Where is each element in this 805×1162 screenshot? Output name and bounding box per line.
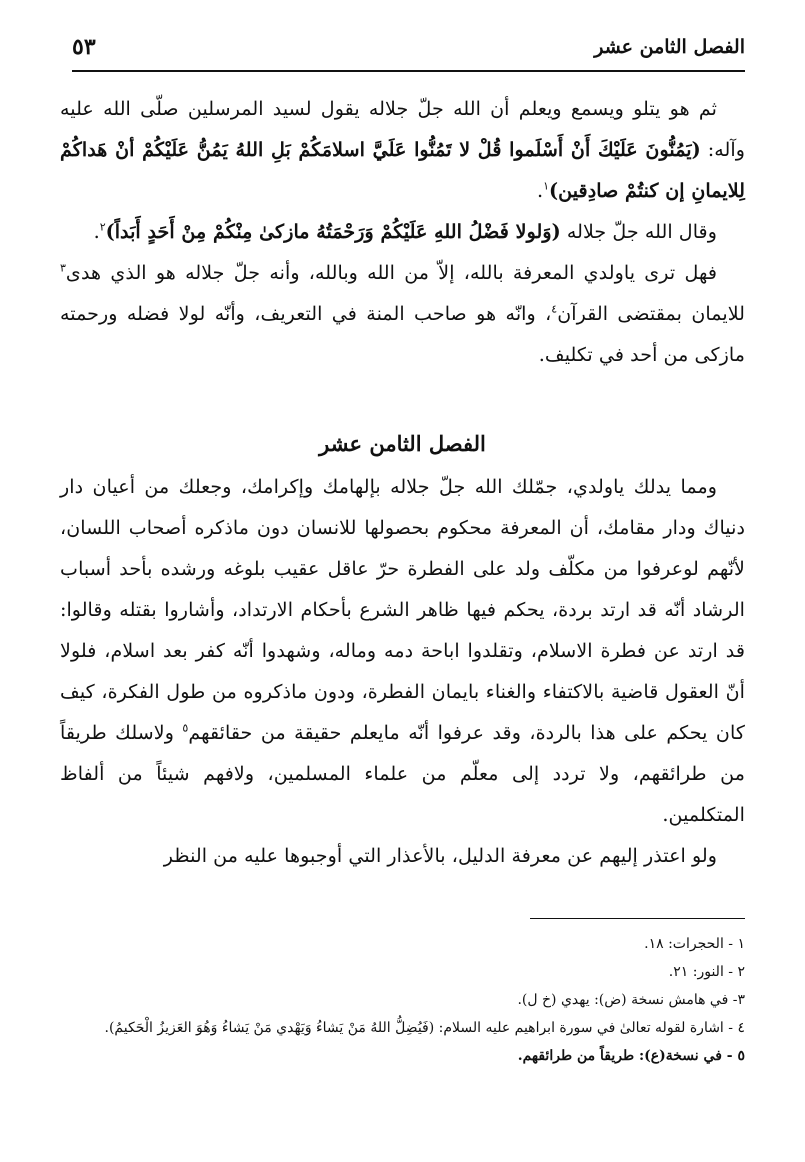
paragraph-4-end: ولاسلك طريقاً من طرائقهم، ولا تردد إلى معلّم من علماء المسلمين، ولافهم شيئاً من ألفاظ المتكلمين. bbox=[60, 721, 745, 826]
paragraph-3-b: للايمان بمقتضى القرآن bbox=[557, 302, 745, 325]
main-text bbox=[60, 88, 745, 876]
running-header bbox=[72, 28, 745, 68]
paragraph-3-c: ، وانّه هو صاحب المنة في التعريف، وأنّه لولا فضله ورحمته مازكى من أحد في تكليف. bbox=[60, 302, 745, 366]
footnote-2: ٢ - النور: ٢١. bbox=[668, 964, 745, 980]
footnote-ref-1: ١ bbox=[543, 179, 550, 193]
paragraph-2 bbox=[60, 211, 745, 252]
footnote-ref-4: ٤ bbox=[551, 302, 558, 316]
paragraph-1-text: ثم هو يتلو ويسمع ويعلم أن الله جلّ جلاله يقول لسيد المرسلين صلّى الله عليه وآله: bbox=[60, 97, 746, 161]
paragraph-2-end: . bbox=[93, 220, 100, 243]
quran-quote-2: (وَلولا فَضْلُ اللهِ عَلَيْكُمْ وَرَحْمَتُهُ مازكىٰ مِنْكُمْ مِنْ أَحَدٍ أَبَداً) bbox=[105, 220, 561, 243]
footnote-4: ٤ - اشارة لقوله تعالىٰ في سورة ابراهيم عليه السلام: (فَيُضِلُّ اللهُ مَنْ يَشاءُ وَيَهْدي مَنْ يَشاءُ وَهُوَ العَزيزُ الْحَكيمُ). bbox=[104, 1020, 745, 1036]
paragraph-5: ولو اعتذر إليهم عن معرفة الدليل، بالأعذار التي أوجبوها عليه من النظر bbox=[163, 844, 717, 867]
footnote-5: ٥ - في نسخة(ع): طريقاً من طرائقهم. bbox=[517, 1048, 745, 1064]
footnote-ref-3: ٣ bbox=[60, 261, 66, 275]
quran-quote-1: (يَمُنُّونَ عَلَيْكَ أَنْ أَسْلَموا قُلْ لا تَمُنُّوا عَلَيَّ اسلامَكُمْ بَلِ اللهُ يَمُنُّ عَلَيْكُمْ أنْ هَداكُمْ لِلايمانِ إن كنتُمْ صادِقين) bbox=[60, 138, 745, 202]
footnote-3: ٣- في هامش نسخة (ض): يهدي (خ ل). bbox=[517, 992, 745, 1008]
paragraph-3 bbox=[60, 252, 745, 375]
page-number: ٥٣ bbox=[72, 34, 96, 60]
paragraph-3-a: فهل ترى ياولدي المعرفة بالله، إلاّ من الله وبالله، وأنه جلّ جلاله هو الذي هدى bbox=[65, 261, 717, 284]
footnote-ref-2: ٢ bbox=[99, 220, 106, 234]
paragraph-4-text: ومما يدلك ياولدي، جمّلك الله جلّ جلاله بإلهامك وإكرامك، وجعلك من أعيان دار دنياك ودار مقامك، أن المعرفة محكوم بحصولها للانسان دون ماذكره أصحاب اللسان، لأنّهم لوعرفوا من مكلّف ولد على الفطرة حرّ عاقل عقيب بلوغه ورشده بأحد أسباب الرشاد أنّه قد ارتد بردة، يحكم فيها ظاهر الشرع بأحكام الارتداد، وأشاروا بقتله وقالوا: قد ارتد عن فطرة الاسلام، وتقلدوا اباحة دمه وماله، وشهدوا أنّه كفر بعد اسلام، فلولا أنّ العقول قاضية بالاكتفاء والغناء بايمان الفطرة، ودون ماذكروه من طول الفكرة، كيف كان يحكم على هذا بالردة، وقد عرفوا أنّه مايعلم حقيقة من حقائقهم bbox=[60, 475, 745, 744]
paragraph-1-end: . bbox=[537, 179, 544, 202]
footnotes bbox=[60, 930, 745, 1070]
paragraph-4 bbox=[60, 466, 745, 835]
footnote-ref-5: ٥ bbox=[182, 721, 189, 735]
section-heading: الفصل الثامن عشر bbox=[319, 431, 486, 456]
running-chapter-title: الفصل الثامن عشر bbox=[594, 36, 745, 58]
paragraph-2-text: وقال الله جلّ جلاله bbox=[560, 220, 717, 243]
paragraph-1 bbox=[60, 88, 745, 211]
section-gap bbox=[60, 375, 745, 423]
footnote-1: ١ - الحجرات: ١٨. bbox=[644, 936, 745, 952]
header-rule bbox=[72, 70, 745, 72]
footnote-separator bbox=[530, 918, 745, 919]
